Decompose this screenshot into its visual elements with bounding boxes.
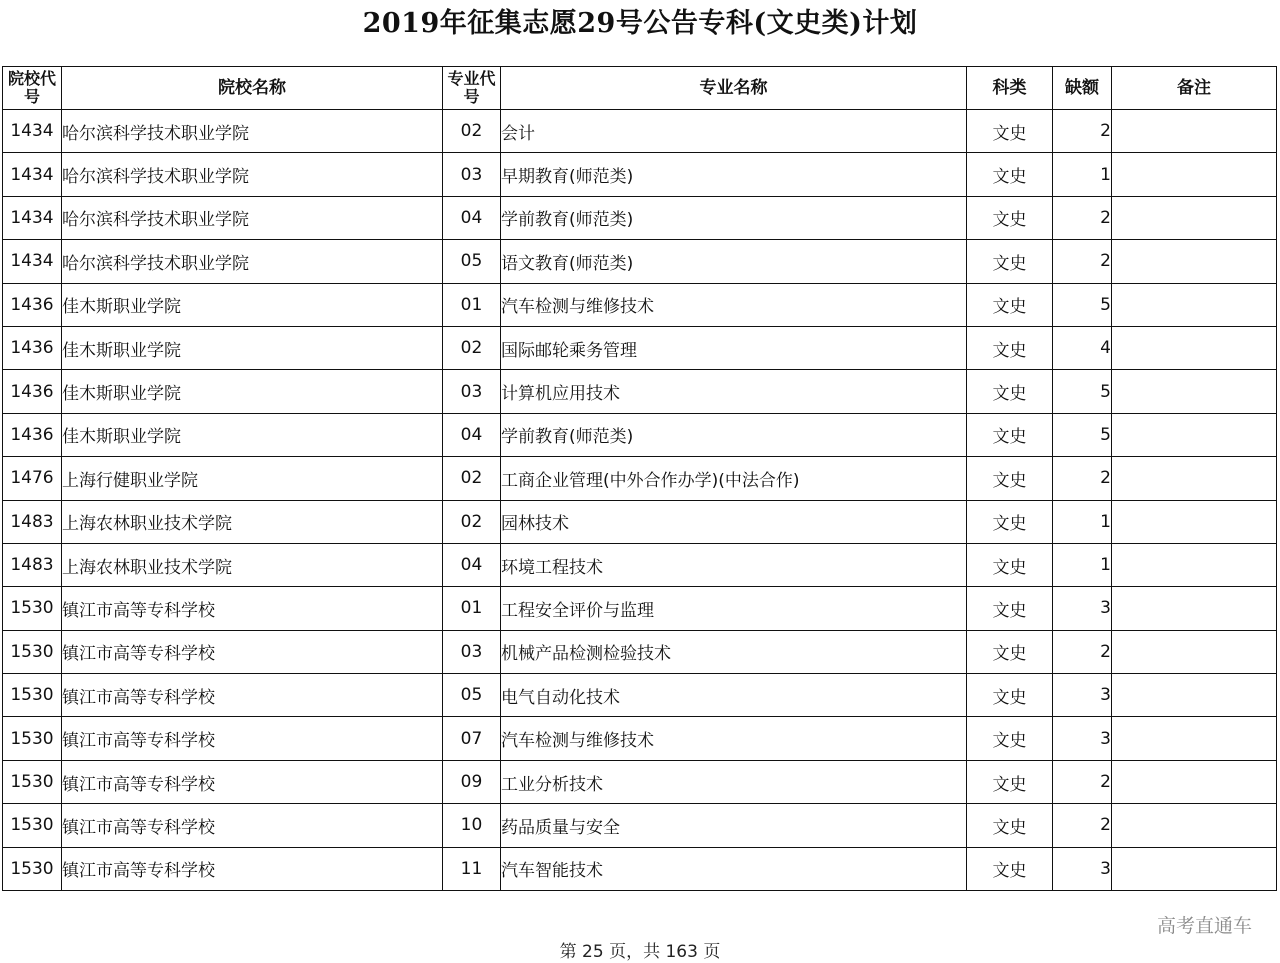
table-row: [3, 587, 1277, 630]
table-row: [3, 847, 1277, 890]
cell-category: 文史: [967, 587, 1053, 630]
cell-school-name: 镇江市高等专科学校: [62, 587, 443, 630]
cell-school-code: 1434: [3, 110, 62, 153]
cell-note: [1112, 760, 1277, 803]
cell-vacancy: 2: [1053, 804, 1112, 847]
cell-school-name: 哈尔滨科学技术职业学院: [62, 240, 443, 283]
cell-school-code: 1530: [3, 847, 62, 890]
cell-school-code: 1434: [3, 153, 62, 196]
cell-major-name: 学前教育(师范类): [501, 196, 967, 239]
cell-school-code: 1436: [3, 413, 62, 456]
header-major-name: 专业名称: [501, 67, 967, 110]
cell-note: [1112, 283, 1277, 326]
cell-major-code: 03: [443, 153, 501, 196]
table-row: [3, 110, 1277, 153]
header-major-code: 专业代号: [443, 67, 501, 110]
cell-school-code: 1436: [3, 283, 62, 326]
table-row: [3, 326, 1277, 369]
cell-note: [1112, 196, 1277, 239]
plan-table: [2, 66, 1277, 891]
cell-school-name: 镇江市高等专科学校: [62, 717, 443, 760]
table-row: [3, 153, 1277, 196]
cell-category: 文史: [967, 326, 1053, 369]
cell-school-code: 1436: [3, 370, 62, 413]
cell-category: 文史: [967, 457, 1053, 500]
cell-category: 文史: [967, 804, 1053, 847]
cell-major-name: 汽车检测与维修技术: [501, 717, 967, 760]
cell-vacancy: 1: [1053, 153, 1112, 196]
cell-category: 文史: [967, 543, 1053, 586]
cell-school-name: 佳木斯职业学院: [62, 413, 443, 456]
table-row: [3, 240, 1277, 283]
cell-major-name: 工商企业管理(中外合作办学)(中法合作): [501, 457, 967, 500]
header-note: 备注: [1112, 67, 1277, 110]
cell-vacancy: 2: [1053, 196, 1112, 239]
cell-category: 文史: [967, 630, 1053, 673]
cell-school-code: 1434: [3, 240, 62, 283]
cell-vacancy: 1: [1053, 543, 1112, 586]
cell-school-name: 佳木斯职业学院: [62, 283, 443, 326]
cell-category: 文史: [967, 500, 1053, 543]
cell-major-code: 04: [443, 196, 501, 239]
cell-major-code: 01: [443, 587, 501, 630]
table-row: [3, 283, 1277, 326]
cell-school-name: 镇江市高等专科学校: [62, 674, 443, 717]
cell-major-name: 工业分析技术: [501, 760, 967, 803]
cell-category: 文史: [967, 370, 1053, 413]
cell-note: [1112, 110, 1277, 153]
cell-school-name: 镇江市高等专科学校: [62, 630, 443, 673]
cell-major-name: 学前教育(师范类): [501, 413, 967, 456]
cell-school-name: 上海农林职业技术学院: [62, 500, 443, 543]
cell-note: [1112, 674, 1277, 717]
cell-school-name: 佳木斯职业学院: [62, 370, 443, 413]
cell-note: [1112, 153, 1277, 196]
table-row: [3, 630, 1277, 673]
cell-major-code: 09: [443, 760, 501, 803]
cell-note: [1112, 413, 1277, 456]
cell-category: 文史: [967, 760, 1053, 803]
cell-school-code: 1436: [3, 326, 62, 369]
cell-vacancy: 2: [1053, 760, 1112, 803]
cell-vacancy: 5: [1053, 370, 1112, 413]
table-row: [3, 413, 1277, 456]
cell-note: [1112, 543, 1277, 586]
cell-note: [1112, 326, 1277, 369]
cell-school-code: 1530: [3, 630, 62, 673]
cell-note: [1112, 370, 1277, 413]
cell-major-code: 02: [443, 457, 501, 500]
cell-major-code: 07: [443, 717, 501, 760]
cell-school-name: 哈尔滨科学技术职业学院: [62, 196, 443, 239]
cell-school-name: 上海农林职业技术学院: [62, 543, 443, 586]
cell-school-code: 1483: [3, 543, 62, 586]
cell-vacancy: 3: [1053, 847, 1112, 890]
header-category: 科类: [967, 67, 1053, 110]
table-body: [3, 110, 1277, 891]
cell-major-name: 会计: [501, 110, 967, 153]
cell-school-name: 镇江市高等专科学校: [62, 847, 443, 890]
cell-vacancy: 2: [1053, 457, 1112, 500]
cell-vacancy: 5: [1053, 283, 1112, 326]
cell-school-code: 1530: [3, 717, 62, 760]
cell-note: [1112, 717, 1277, 760]
cell-major-name: 机械产品检测检验技术: [501, 630, 967, 673]
cell-major-code: 04: [443, 543, 501, 586]
cell-major-code: 11: [443, 847, 501, 890]
page-footer: 第 25 页，共 163 页: [559, 942, 721, 962]
header-school-code: 院校代号: [3, 67, 62, 110]
cell-major-code: 05: [443, 240, 501, 283]
cell-major-code: 01: [443, 283, 501, 326]
cell-major-name: 汽车智能技术: [501, 847, 967, 890]
cell-major-code: 10: [443, 804, 501, 847]
cell-school-code: 1434: [3, 196, 62, 239]
cell-school-code: 1476: [3, 457, 62, 500]
cell-major-name: 早期教育(师范类): [501, 153, 967, 196]
cell-category: 文史: [967, 110, 1053, 153]
header-school-name: 院校名称: [62, 67, 443, 110]
cell-category: 文史: [967, 240, 1053, 283]
cell-school-name: 镇江市高等专科学校: [62, 760, 443, 803]
cell-note: [1112, 587, 1277, 630]
cell-vacancy: 4: [1053, 326, 1112, 369]
cell-vacancy: 3: [1053, 717, 1112, 760]
cell-major-code: 02: [443, 326, 501, 369]
cell-major-name: 语文教育(师范类): [501, 240, 967, 283]
cell-school-code: 1530: [3, 674, 62, 717]
cell-school-code: 1530: [3, 760, 62, 803]
table-row: [3, 674, 1277, 717]
watermark: 高考直通车: [1156, 915, 1252, 937]
cell-vacancy: 2: [1053, 630, 1112, 673]
cell-vacancy: 3: [1053, 674, 1112, 717]
cell-vacancy: 1: [1053, 500, 1112, 543]
cell-major-code: 05: [443, 674, 501, 717]
header-row: [3, 67, 1277, 110]
table-row: [3, 196, 1277, 239]
header-vacancy: 缺额: [1053, 67, 1112, 110]
cell-category: 文史: [967, 153, 1053, 196]
cell-major-name: 汽车检测与维修技术: [501, 283, 967, 326]
table-row: [3, 804, 1277, 847]
cell-category: 文史: [967, 283, 1053, 326]
table-row: [3, 760, 1277, 803]
cell-major-name: 园林技术: [501, 500, 967, 543]
cell-category: 文史: [967, 413, 1053, 456]
cell-school-code: 1530: [3, 587, 62, 630]
cell-note: [1112, 847, 1277, 890]
cell-school-code: 1483: [3, 500, 62, 543]
cell-major-code: 02: [443, 110, 501, 153]
cell-category: 文史: [967, 717, 1053, 760]
cell-major-name: 药品质量与安全: [501, 804, 967, 847]
table-row: [3, 500, 1277, 543]
cell-school-name: 佳木斯职业学院: [62, 326, 443, 369]
cell-category: 文史: [967, 847, 1053, 890]
table-row: [3, 717, 1277, 760]
table-row: [3, 543, 1277, 586]
cell-vacancy: 5: [1053, 413, 1112, 456]
cell-category: 文史: [967, 196, 1053, 239]
cell-note: [1112, 240, 1277, 283]
cell-note: [1112, 630, 1277, 673]
cell-school-name: 哈尔滨科学技术职业学院: [62, 153, 443, 196]
cell-vacancy: 2: [1053, 110, 1112, 153]
cell-major-name: 环境工程技术: [501, 543, 967, 586]
cell-major-code: 04: [443, 413, 501, 456]
cell-major-name: 计算机应用技术: [501, 370, 967, 413]
cell-school-code: 1530: [3, 804, 62, 847]
cell-school-name: 上海行健职业学院: [62, 457, 443, 500]
cell-major-code: 03: [443, 370, 501, 413]
table-row: [3, 457, 1277, 500]
cell-school-name: 哈尔滨科学技术职业学院: [62, 110, 443, 153]
cell-vacancy: 3: [1053, 587, 1112, 630]
page-title: 2019年征集志愿29号公告专科(文史类)计划: [362, 8, 918, 39]
table-row: [3, 370, 1277, 413]
cell-major-code: 03: [443, 630, 501, 673]
cell-major-name: 电气自动化技术: [501, 674, 967, 717]
cell-note: [1112, 804, 1277, 847]
cell-major-name: 工程安全评价与监理: [501, 587, 967, 630]
cell-category: 文史: [967, 674, 1053, 717]
cell-note: [1112, 500, 1277, 543]
cell-major-name: 国际邮轮乘务管理: [501, 326, 967, 369]
cell-vacancy: 2: [1053, 240, 1112, 283]
cell-major-code: 02: [443, 500, 501, 543]
table-header: [3, 67, 1277, 110]
cell-note: [1112, 457, 1277, 500]
cell-school-name: 镇江市高等专科学校: [62, 804, 443, 847]
